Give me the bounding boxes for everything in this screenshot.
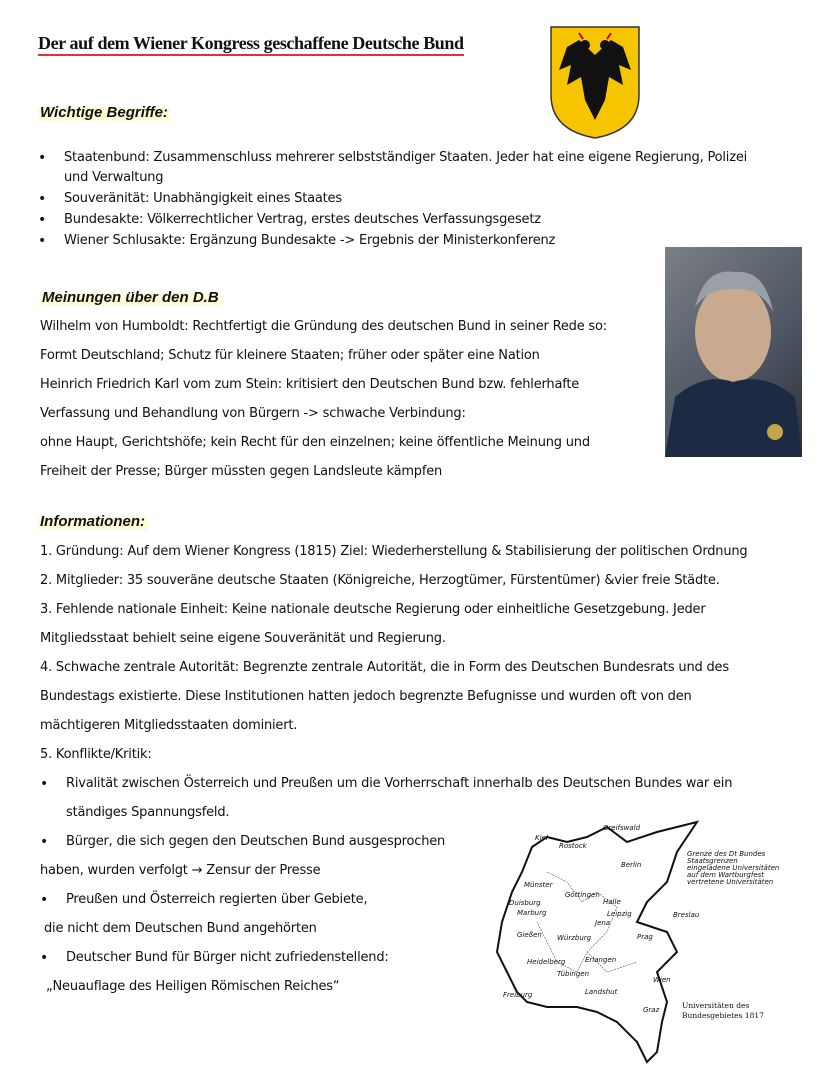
map-legend: Grenze des Dt Bundes bbox=[687, 850, 766, 858]
map-label: Halle bbox=[603, 898, 621, 906]
map-label: Marburg bbox=[517, 909, 547, 917]
list-item: • Staatenbund: Zusammenschluss mehrerer selbstständiger Staaten. Jeder hat eine eigene Regierung, Polizei bbox=[38, 150, 747, 165]
text-line: Mitgliedsstaat behielt seine eigene Souveränität und Regierung. bbox=[40, 631, 446, 646]
text-line: Heinrich Friedrich Karl vom zum Stein: kritisiert den Deutschen Bund bzw. fehlerhafte bbox=[40, 377, 580, 392]
text-line: 1. Gründung: Auf dem Wiener Kongress (1815) Ziel: Wiederherstellung & Stabilisierung der politischen Ordnung bbox=[40, 544, 748, 559]
text-line: Verfassung und Behandlung von Bürgern -> schwache Verbindung: bbox=[40, 406, 466, 421]
map-label: Tübingen bbox=[557, 970, 590, 978]
map-caption: Universitäten des bbox=[682, 1001, 750, 1010]
text-line: ohne Haupt, Gerichtshöfe; kein Recht für den einzelnen; keine öffentliche Meinung und bbox=[40, 435, 590, 450]
map-label: Gießen bbox=[517, 931, 542, 939]
map-label: Wien bbox=[653, 976, 671, 984]
map-universities-1817 bbox=[487, 812, 823, 1070]
map-label: Würzburg bbox=[557, 934, 592, 942]
list-item-continuation: ständiges Spannungsfeld. bbox=[66, 805, 230, 820]
map-label: Duisburg bbox=[509, 899, 541, 907]
text-line: Formt Deutschland; Schutz für kleinere Staaten; früher oder später eine Nation bbox=[40, 348, 540, 363]
list-item-continuation: die nicht dem Deutschen Bund angehörten bbox=[44, 921, 317, 936]
map-legend: vertretene Universitäten bbox=[687, 878, 774, 886]
text-line: 3. Fehlende nationale Einheit: Keine nationale deutsche Regierung oder einheitliche Gesetzgebung. Jeder bbox=[40, 602, 706, 617]
document-title: Der auf dem Wiener Kongress geschaffene Deutsche Bund bbox=[38, 32, 464, 56]
text-line: Wilhelm von Humboldt: Rechtfertigt die Gründung des deutschen Bund in seiner Rede so: bbox=[40, 319, 607, 334]
map-label: Jena bbox=[595, 919, 611, 927]
list-item: • Preußen und Österreich regierten über Gebiete, bbox=[40, 892, 367, 907]
map-label: Münster bbox=[524, 881, 553, 889]
heading-wichtige-begriffe: Wichtige Begriffe: bbox=[40, 104, 168, 121]
map-label: Leipzig bbox=[607, 910, 632, 918]
text-line: 4. Schwache zentrale Autorität: Begrenzte zentrale Autorität, die in Form des Deutschen Bundesrats und des bbox=[40, 660, 729, 675]
map-label: Kiel bbox=[535, 834, 548, 842]
coat-of-arms-eagle-icon bbox=[549, 25, 641, 140]
map-label: Graz bbox=[643, 1006, 660, 1014]
map-label: Rostock bbox=[559, 842, 587, 850]
list-item: • Bundesakte: Völkerrechtlicher Vertrag, erstes deutsches Verfassungsgesetz bbox=[38, 212, 541, 227]
list-item: • Souveränität: Unabhängigkeit eines Staates bbox=[38, 191, 342, 206]
portrait-image bbox=[665, 247, 802, 457]
list-item: • Wiener Schlusakte: Ergänzung Bundesakte -> Ergebnis der Ministerkonferenz bbox=[38, 233, 555, 248]
list-item: • Bürger, die sich gegen den Deutschen Bund ausgesprochen bbox=[40, 834, 445, 849]
list-item: • Deutscher Bund für Bürger nicht zufriedenstellend: bbox=[40, 950, 389, 965]
text-line: mächtigeren Mitgliedsstaaten dominiert. bbox=[40, 718, 298, 733]
map-label: Landshut bbox=[585, 988, 618, 996]
map-label: Greifswald bbox=[603, 824, 641, 832]
text-line: Bundestags existierte. Diese Institutionen hatten jedoch begrenzte Befugnisse und wurden oft von den bbox=[40, 689, 692, 704]
map-label: Berlin bbox=[621, 861, 642, 869]
map-legend: eingeladene Universitäten bbox=[687, 864, 780, 872]
map-label: Breslau bbox=[673, 911, 700, 919]
map-legend: auf dem Wartburgfest bbox=[687, 871, 765, 879]
map-label: Göttingen bbox=[565, 891, 600, 899]
map-label: Heidelberg bbox=[527, 958, 566, 966]
heading-informationen: Informationen: bbox=[40, 513, 145, 530]
list-item-continuation: „Neuauflage des Heiligen Römischen Reiches“ bbox=[46, 979, 340, 994]
text-line: Freiheit der Presse; Bürger müssten gegen Landsleute kämpfen bbox=[40, 464, 443, 479]
map-label: Erlangen bbox=[585, 956, 617, 964]
list-item-continuation: haben, wurden verfolgt → Zensur der Presse bbox=[40, 863, 321, 878]
text-line: 2. Mitglieder: 35 souveräne deutsche Staaten (Königreiche, Herzogtümer, Fürstentümer) &vier freie Städte. bbox=[40, 573, 720, 588]
heading-meinungen: Meinungen über den D.B bbox=[42, 289, 219, 306]
map-label: Freiburg bbox=[503, 991, 533, 999]
list-item-continuation: und Verwaltung bbox=[64, 170, 164, 185]
text-line: 5. Konflikte/Kritik: bbox=[40, 747, 152, 762]
map-legend: Staatsgrenzen bbox=[687, 857, 738, 865]
map-caption: Bundesgebietes 1817 bbox=[682, 1011, 764, 1020]
map-label: Prag bbox=[637, 933, 653, 941]
list-item: • Rivalität zwischen Österreich und Preußen um die Vorherrschaft innerhalb des Deutschen Bundes war ein bbox=[40, 776, 732, 791]
